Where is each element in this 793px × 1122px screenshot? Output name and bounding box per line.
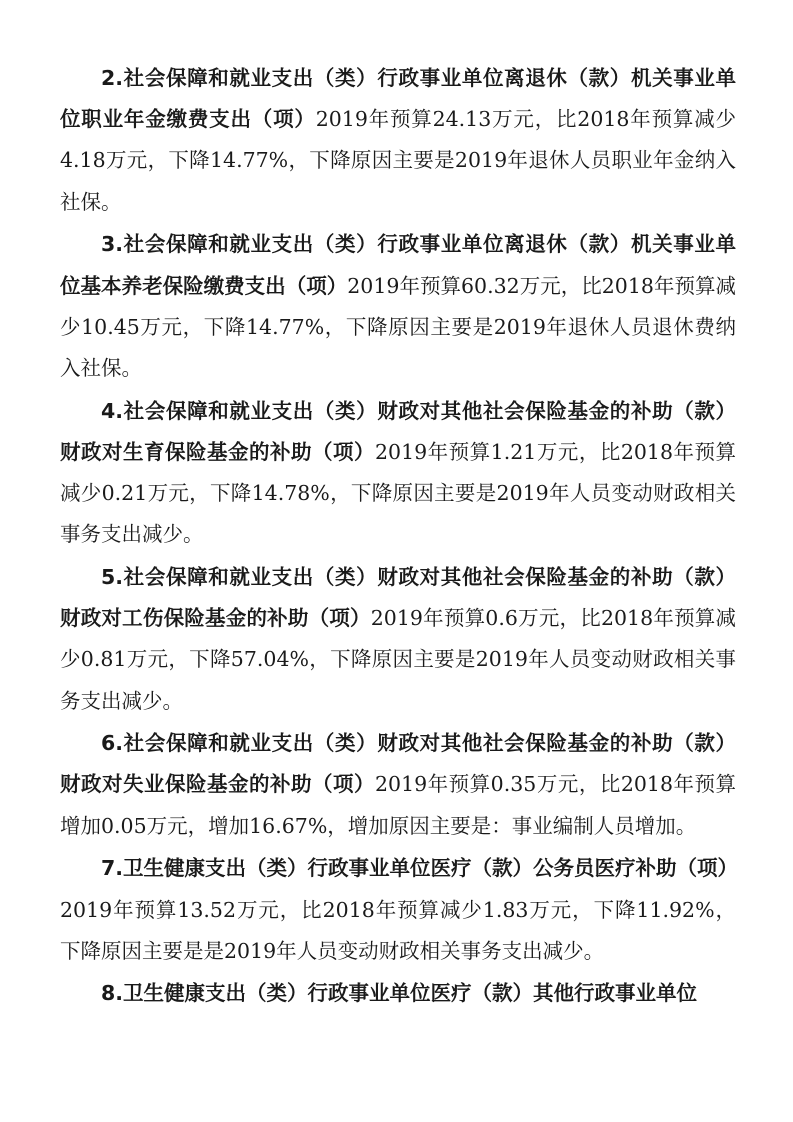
paragraph-item-5 <box>60 557 736 722</box>
paragraph-heading: 8.卫生健康支出（类）行政事业单位医疗（款）其他行政事业单位 <box>101 981 698 1006</box>
paragraph-item-7 <box>60 848 739 972</box>
paragraph-heading: 7.卫生健康支出（类）行政事业单位医疗（款）公务员医疗补助（项） <box>101 856 739 881</box>
paragraph-item-6 <box>60 723 736 847</box>
paragraph-item-4 <box>60 391 736 556</box>
document-page <box>60 58 739 1015</box>
paragraph-heading: 5.社会保障和就业支出（类）财政对其他社会保险基金的补助（款）财政对工伤保险基金的补助（项） <box>60 564 736 631</box>
paragraph-heading: 4.社会保障和就业支出（类）财政对其他社会保险基金的补助（款）财政对生育保险基金的补助（项） <box>60 398 736 464</box>
paragraph-heading: 3.社会保障和就业支出（类）行政事业单位离退休（款）机关事业单位基本养老保险缴费支出（项） <box>60 232 736 298</box>
paragraph-text: 2019年预算0.35万元，比2018年预算增加0.05万元，增加16.67%，增加原因主要是：事业编制人员增加。 <box>60 772 736 838</box>
paragraph-item-8 <box>60 973 736 1014</box>
paragraph-text: 2019年预算0.6万元，比2018年预算减少0.81万元，下降57.04%，下降原因主要是2019年人员变动财政相关事务支出减少。 <box>60 606 737 713</box>
paragraph-item-3 <box>60 224 736 389</box>
paragraph-heading: 2.社会保障和就业支出（类）行政事业单位离退休（款）机关事业单位职业年金缴费支出（项） <box>60 66 736 132</box>
paragraph-heading: 6.社会保障和就业支出（类）财政对其他社会保险基金的补助（款）财政对失业保险基金的补助（项） <box>60 731 736 797</box>
paragraph-text: 2019年预算1.21万元，比2018年预算减少0.21万元，下降14.78%，下降原因主要是2019年人员变动财政相关事务支出减少。 <box>60 439 736 547</box>
paragraph-text: 2019年预算13.52万元，比2018年预算减少1.83万元，下降11.92%，下降原因主要是是2019年人员变动财政相关事务支出减少。 <box>60 897 736 963</box>
paragraph-item-2 <box>60 58 736 223</box>
paragraph-text: 2019年预算24.13万元，比2018年预算减少4.18万元，下降14.77%，下降原因主要是2019年退休人员职业年金纳入社保。 <box>60 107 737 214</box>
paragraph-text: 2019年预算60.32万元，比2018年预算减少10.45万元，下降14.77%，下降原因主要是2019年退休人员退休费纳入社保。 <box>60 273 737 380</box>
